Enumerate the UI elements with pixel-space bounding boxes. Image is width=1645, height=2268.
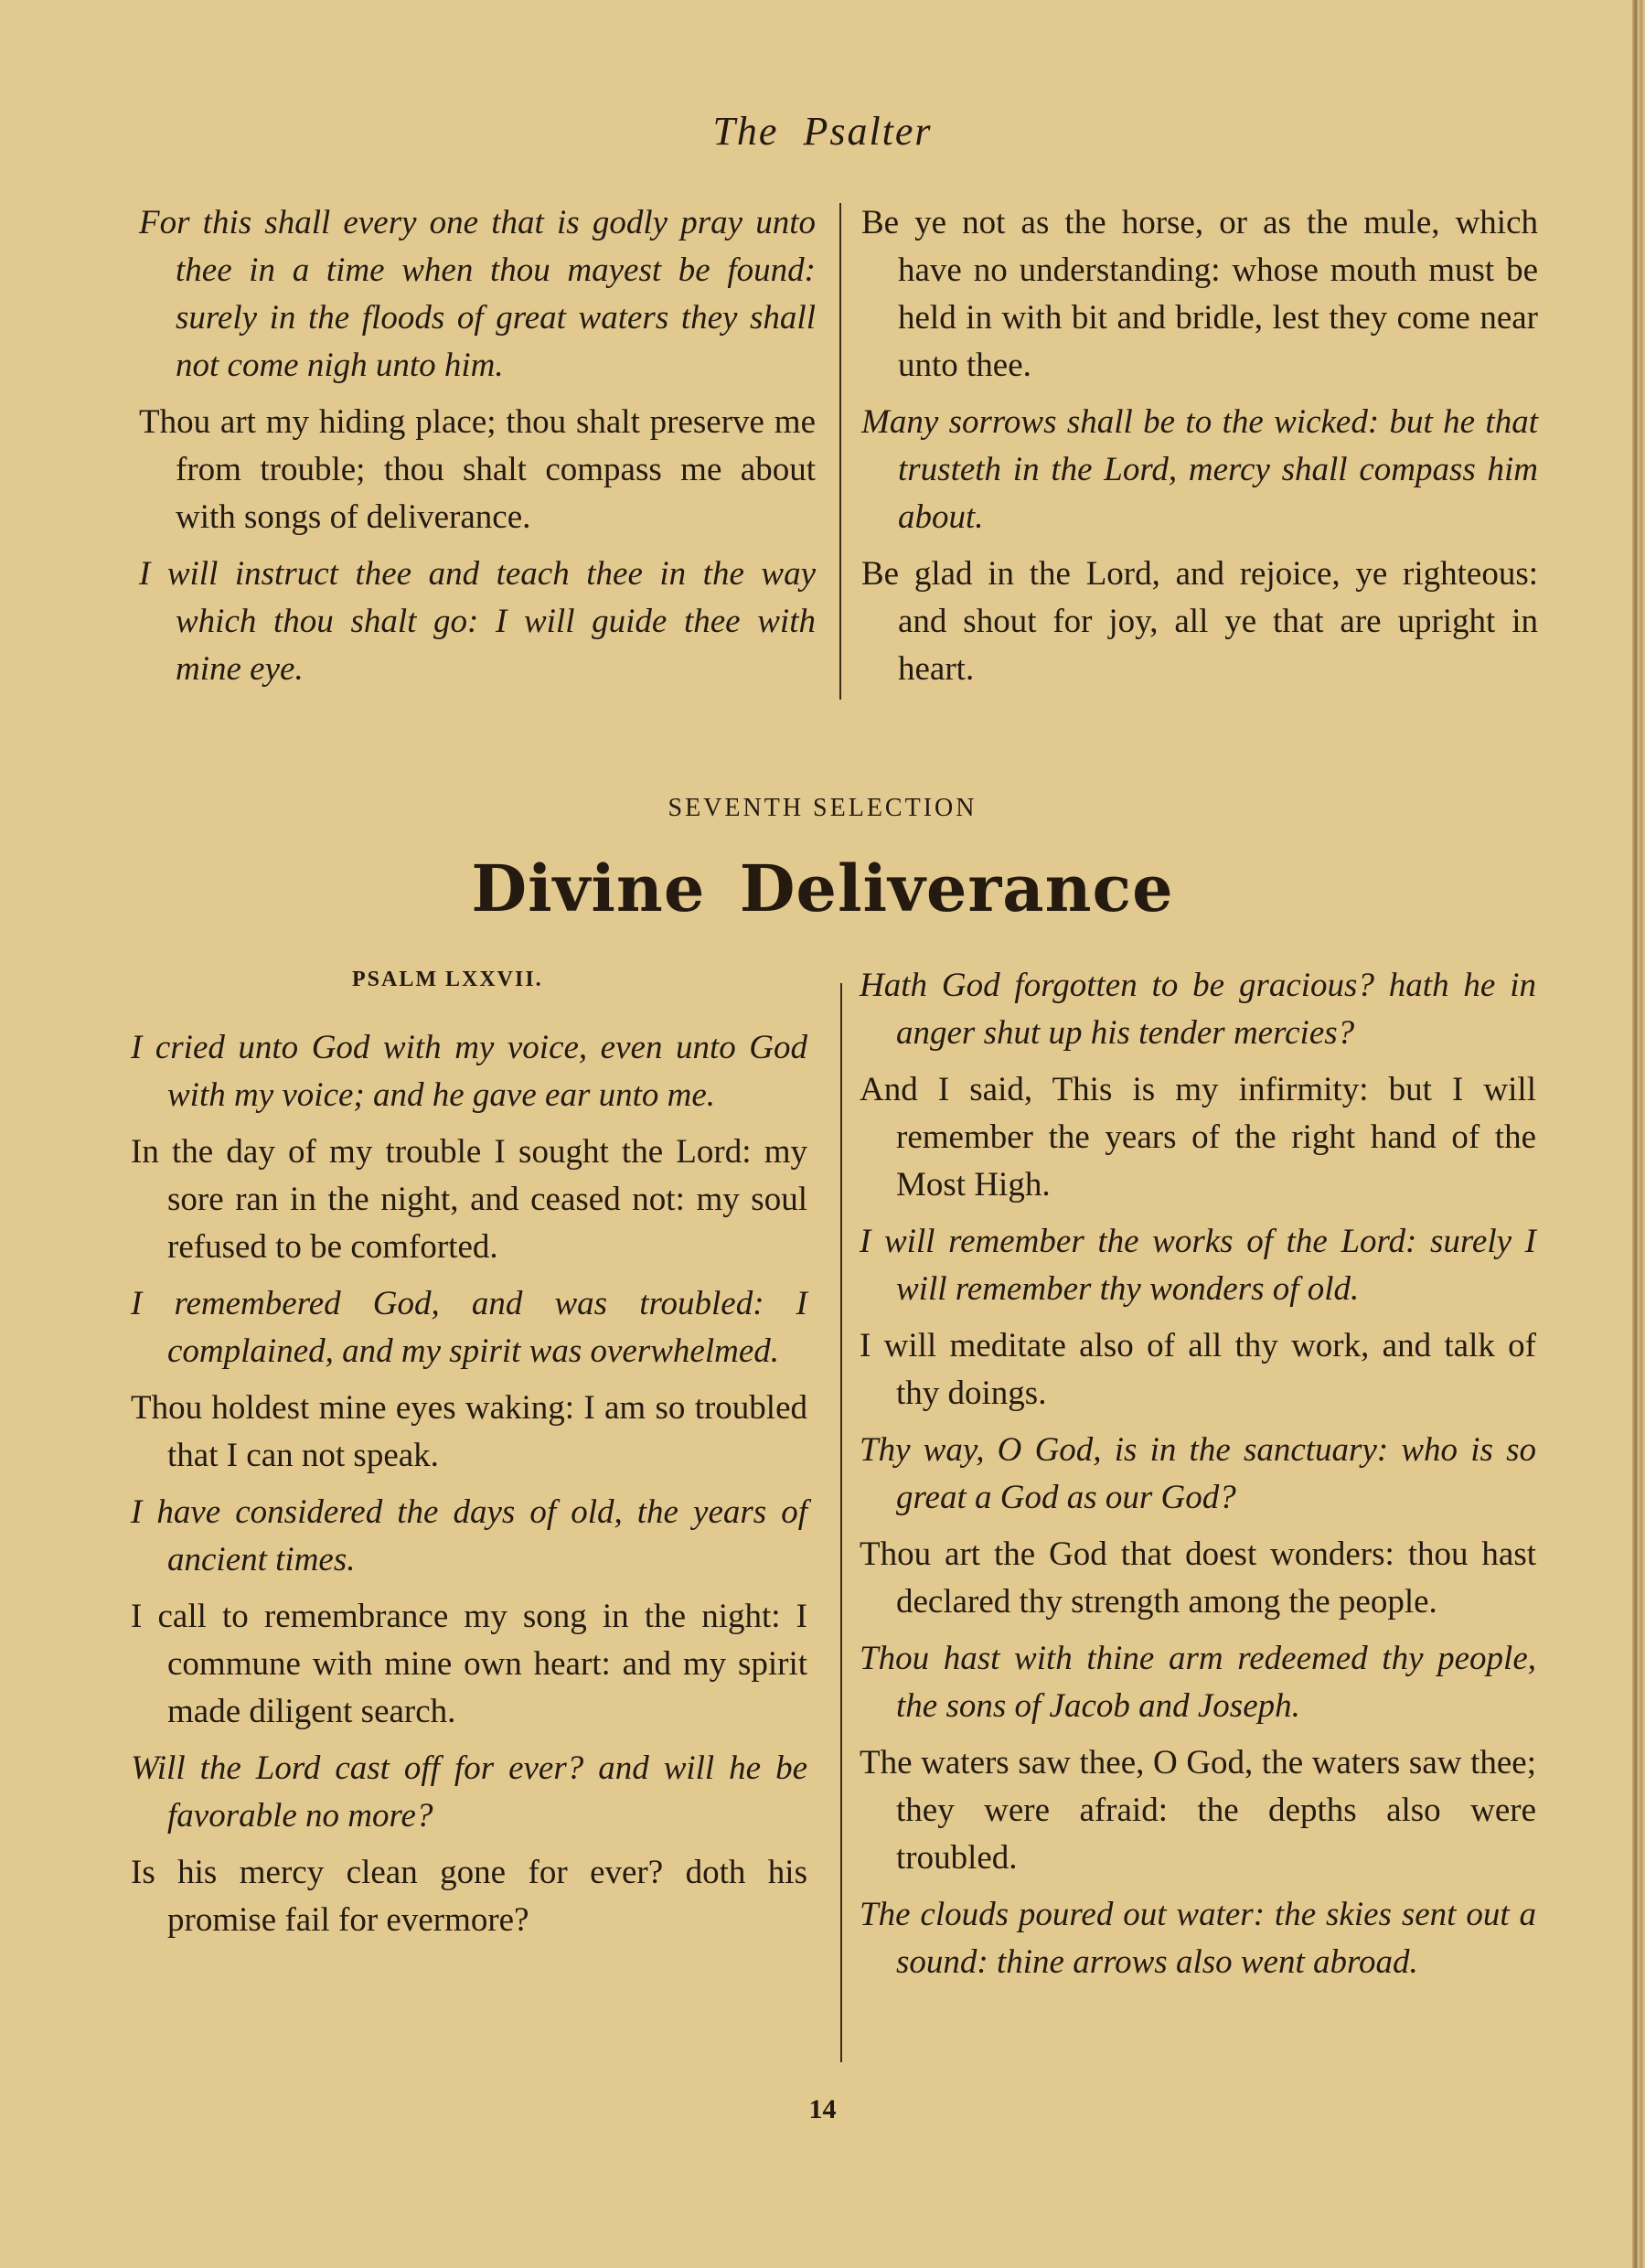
column-divider <box>839 203 841 700</box>
verse: The waters saw thee, O God, the waters saw thee; they were afraid: the depths also were troubled. <box>860 1744 1536 1877</box>
top-right-column <box>861 199 1538 702</box>
verse: I remembered God, and was troubled: I complained, and my spirit was overwhelmed. <box>131 1285 807 1370</box>
verse: The clouds poured out water: the skies sent out a sound: thine arrows also went abroad. <box>860 1896 1536 1981</box>
column-divider <box>840 983 842 2062</box>
bottom-left-column <box>131 1024 807 1953</box>
page-number: 14 <box>808 2094 837 2124</box>
verse: Thou holdest mine eyes waking: I am so troubled that I can not speak. <box>131 1389 807 1474</box>
bottom-right-column <box>860 962 1536 1995</box>
verse: Be ye not as the horse, or as the mule, which have no understanding: whose mouth must be held in with bit and bridle, lest they come near unto thee. <box>861 204 1538 384</box>
verse: I call to remembrance my song in the night: I commune with mine own heart: and my spirit made diligent search. <box>131 1598 807 1730</box>
verse: Many sorrows shall be to the wicked: but he that trusteth in the Lord, mercy shall compass him about. <box>861 403 1538 536</box>
verse: Will the Lord cast off for ever? and will he be favorable no more? <box>131 1749 807 1835</box>
verse: Hath God forgotten to be gracious? hath he in anger shut up his tender mercies? <box>860 967 1536 1052</box>
verse: Is his mercy clean gone for ever? doth his promise fail for evermore? <box>131 1854 807 1939</box>
page-edge <box>1632 0 1645 2268</box>
selection-label: SEVENTH SELECTION <box>668 794 977 822</box>
verse: Thou art my hiding place; thou shalt preserve me from trouble; thou shalt compass me about with songs of deliverance. <box>139 403 816 536</box>
verse: I have considered the days of old, the years of ancient times. <box>131 1493 807 1578</box>
verse: I will remember the works of the Lord: surely I will remember thy wonders of old. <box>860 1223 1536 1308</box>
verse: I will instruct thee and teach thee in the way which thou shalt go: I will guide thee with mine eye. <box>139 555 816 688</box>
psalm-number: PSALM LXXVII. <box>352 968 543 991</box>
selection-title: Divine Deliverance <box>471 850 1174 926</box>
verse: Thou art the God that doest wonders: thou hast declared thy strength among the people. <box>860 1535 1536 1621</box>
verse: In the day of my trouble I sought the Lord: my sore ran in the night, and ceased not: my soul refused to be comforted. <box>131 1133 807 1266</box>
verse: Thy way, O God, is in the sanctuary: who is so great a God as our God? <box>860 1431 1536 1516</box>
verse: Be glad in the Lord, and rejoice, ye righteous: and shout for joy, all ye that are upright in heart. <box>861 555 1538 688</box>
running-header: The Psalter <box>712 109 933 154</box>
verse: I will meditate also of all thy work, and talk of thy doings. <box>860 1327 1536 1412</box>
verse: And I said, This is my infirmity: but I will remember the years of the right hand of the Most High. <box>860 1071 1536 1204</box>
verse: Thou hast with thine arm redeemed thy people, the sons of Jacob and Joseph. <box>860 1640 1536 1725</box>
verse: For this shall every one that is godly pray unto thee in a time when thou mayest be found: surely in the floods of great waters they shall not come nigh unto him. <box>139 204 816 384</box>
verse: I cried unto God with my voice, even unto God with my voice; and he gave ear unto me. <box>131 1029 807 1114</box>
top-left-column <box>139 199 816 702</box>
